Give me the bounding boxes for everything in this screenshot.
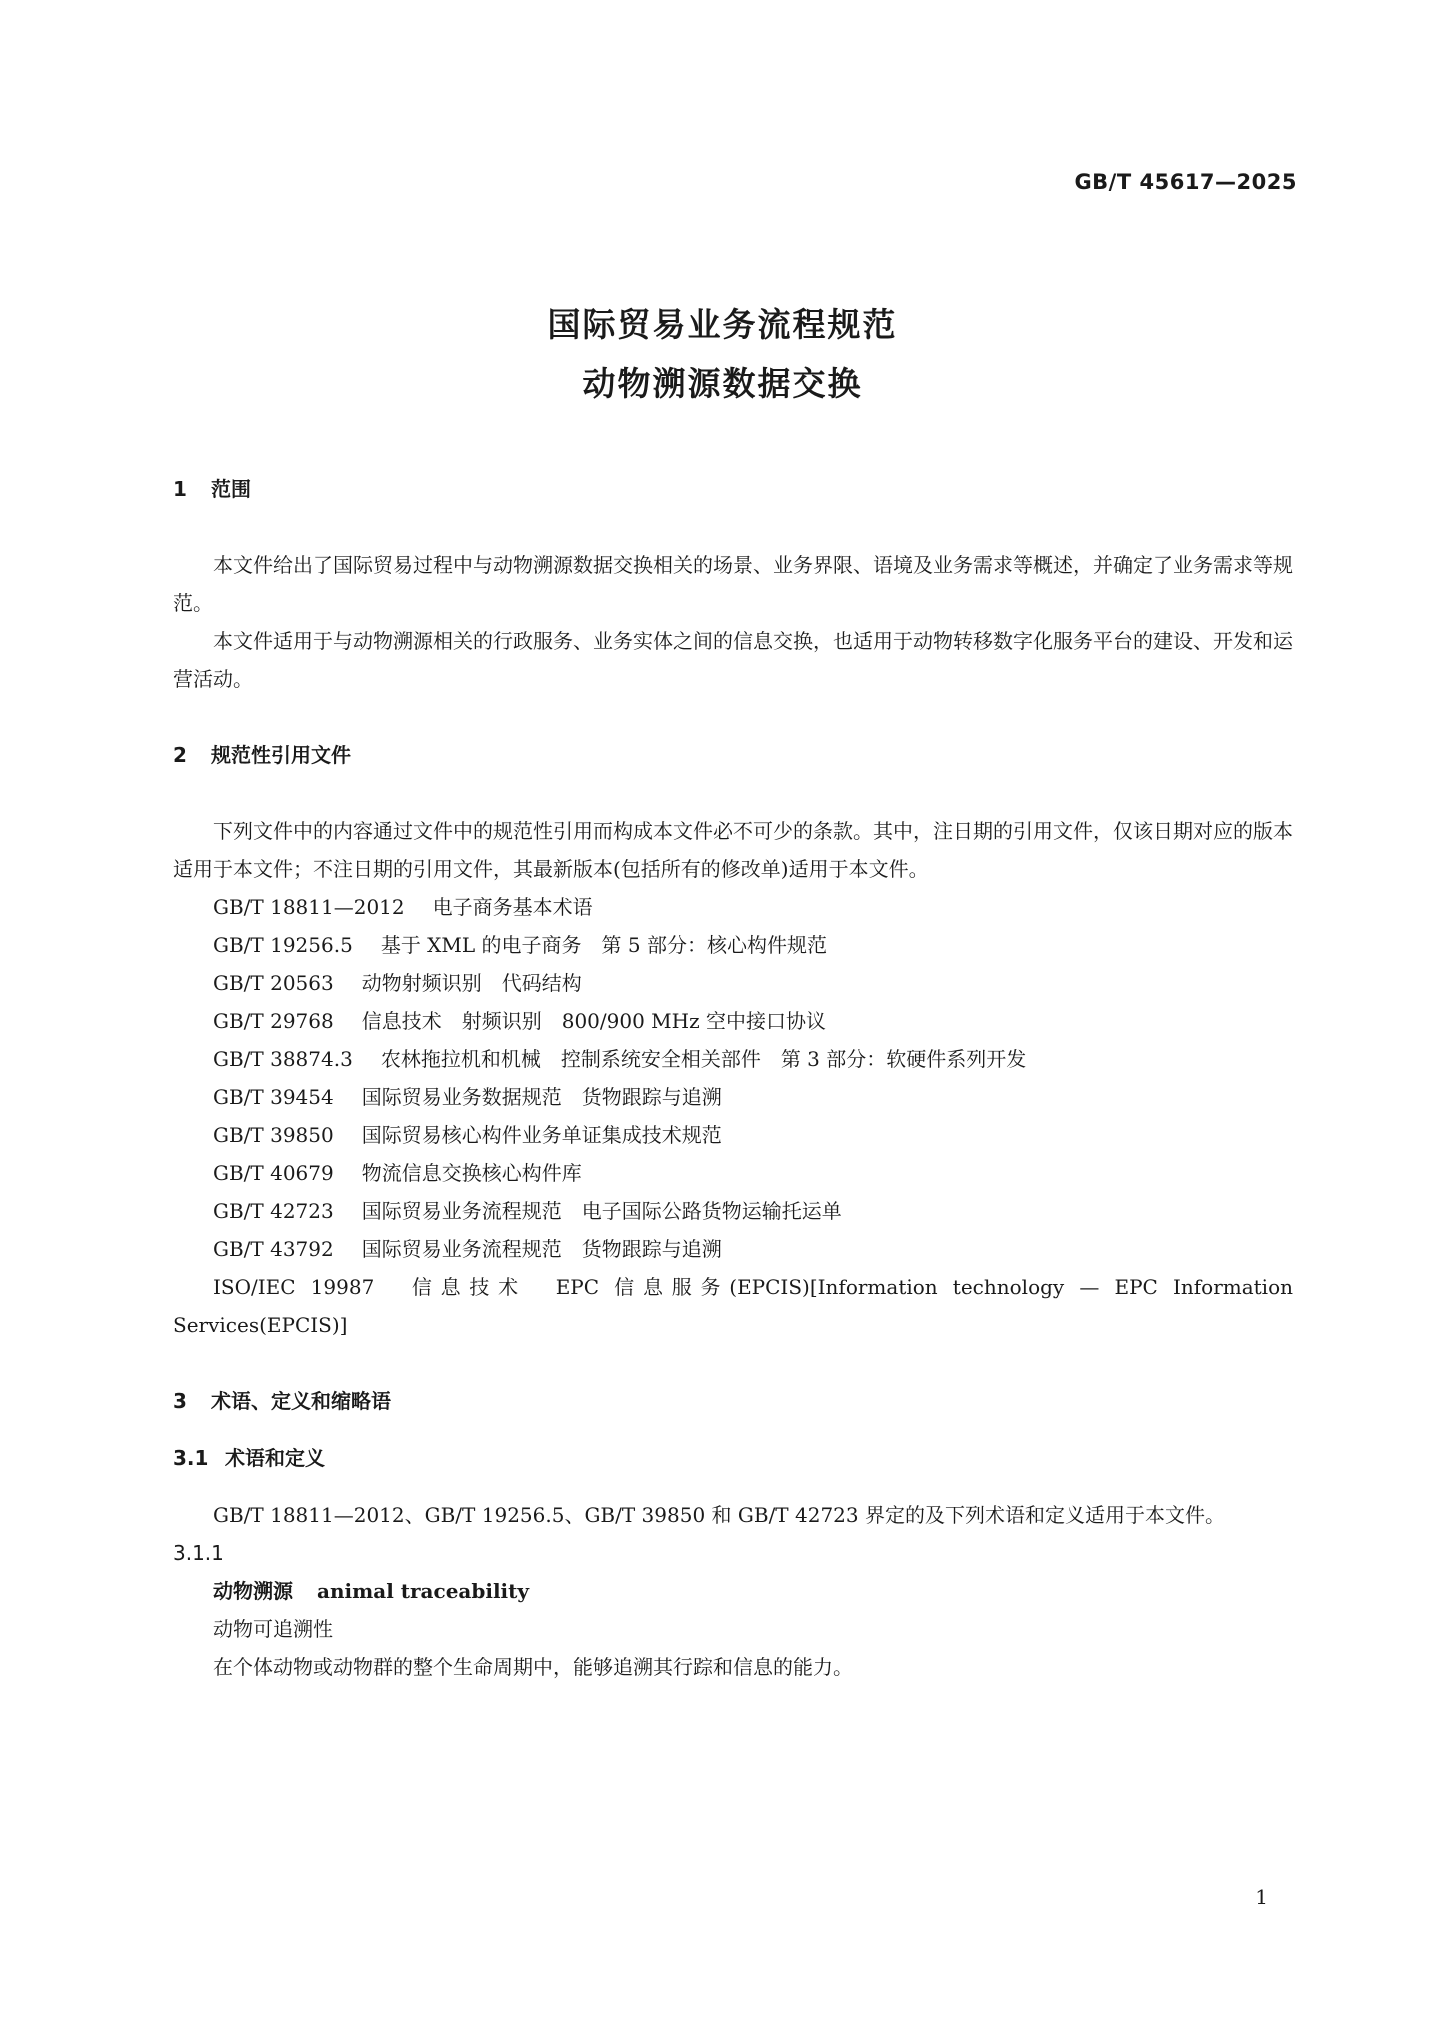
spacer <box>173 698 1293 736</box>
section-1-heading <box>173 470 1293 508</box>
reference-title: 基于 XML 的电子商务 第 5 部分：核心构件规范 <box>380 933 827 957</box>
reference-code: GB/T 19256.5 <box>213 933 353 957</box>
paragraph: 本文件适用于与动物溯源相关的行政服务、业务实体之间的信息交换，也适用于动物转移数字化服务平台的建设、开发和运营活动。 <box>173 629 1293 691</box>
reference-title: 国际贸易业务流程规范 货物跟踪与追溯 <box>361 1237 722 1261</box>
paragraph: 下列文件中的内容通过文件中的规范性引用而构成本文件必不可少的条款。其中，注日期的引用文件，仅该日期对应的版本适用于本文件；不注日期的引用文件，其最新版本(包括所有的修改单)适用于本文件。 <box>173 819 1293 881</box>
subsection-number: 3.1 <box>173 1446 209 1470</box>
subsection-title: 术语和定义 <box>225 1446 325 1470</box>
reference-title: 动物射频识别 代码结构 <box>361 971 582 995</box>
subsection-3-1-heading <box>173 1439 1293 1477</box>
paragraph: GB/T 18811—2012、GB/T 19256.5、GB/T 39850 和 GB/T 42723 界定的及下列术语和定义适用于本文件。 <box>213 1503 1225 1527</box>
section-title: 术语、定义和缩略语 <box>211 1389 391 1413</box>
standard-code: GB/T 45617—2025 <box>1074 170 1297 194</box>
title-line-1: 国际贸易业务流程规范 <box>547 305 898 344</box>
reference-code: GB/T 29768 <box>213 1009 334 1033</box>
term-alternative: 动物可追溯性 <box>213 1617 333 1641</box>
spacer <box>173 1344 1293 1382</box>
reference-item <box>173 1116 1293 1154</box>
reference-code: GB/T 43792 <box>213 1237 334 1261</box>
spacer <box>173 774 1293 812</box>
document-body <box>173 470 1293 1686</box>
reference-code: GB/T 39850 <box>213 1123 334 1147</box>
reference-item <box>173 926 1293 964</box>
section-number: 3 <box>173 1389 187 1413</box>
reference-code: GB/T 38874.3 <box>213 1047 353 1071</box>
spacer <box>173 508 1293 546</box>
spacer <box>173 1420 1293 1439</box>
reference-item <box>173 888 1293 926</box>
reference-code: GB/T 42723 <box>213 1199 334 1223</box>
reference-title: 国际贸易业务数据规范 货物跟踪与追溯 <box>361 1085 722 1109</box>
reference-item <box>173 1154 1293 1192</box>
term-zh: 动物溯源 <box>213 1579 293 1603</box>
title-line-2: 动物溯源数据交换 <box>582 364 863 403</box>
reference-item <box>173 1040 1293 1078</box>
term-en: animal traceability <box>317 1579 530 1603</box>
reference-code: GB/T 40679 <box>213 1161 334 1185</box>
term-number: 3.1.1 <box>173 1541 224 1565</box>
page-number: 1 <box>1255 1885 1268 1909</box>
reference-item <box>173 1230 1293 1268</box>
reference-item <box>173 1192 1293 1230</box>
section-3-heading <box>173 1382 1293 1420</box>
document-title <box>0 295 1445 413</box>
reference-code: GB/T 39454 <box>213 1085 334 1109</box>
reference-title: 信息技术 射频识别 800/900 MHz 空中接口协议 <box>361 1009 826 1033</box>
reference-title: 物流信息交换核心构件库 <box>361 1161 582 1185</box>
reference-code: GB/T 20563 <box>213 971 334 995</box>
section-title: 范围 <box>211 477 251 501</box>
reference-title: 电子商务基本术语 <box>432 895 593 919</box>
reference-item <box>173 1078 1293 1116</box>
reference-title: 国际贸易核心构件业务单证集成技术规范 <box>361 1123 722 1147</box>
paragraph: 本文件给出了国际贸易过程中与动物溯源数据交换相关的场景、业务界限、语境及业务需求等概述，并确定了业务需求等规范。 <box>173 553 1293 615</box>
reference-item <box>173 964 1293 1002</box>
reference-list <box>173 888 1293 1344</box>
section-number: 1 <box>173 477 187 501</box>
reference-title: 国际贸易业务流程规范 电子国际公路货物运输托运单 <box>361 1199 842 1223</box>
spacer <box>173 1477 1293 1496</box>
term-heading <box>173 1572 1293 1610</box>
reference-item <box>173 1002 1293 1040</box>
section-number: 2 <box>173 743 187 767</box>
reference-code: GB/T 18811—2012 <box>213 895 405 919</box>
section-2-heading <box>173 736 1293 774</box>
term-definition: 在个体动物或动物群的整个生命周期中，能够追溯其行踪和信息的能力。 <box>213 1655 853 1679</box>
reference-title: 农林拖拉机和机械 控制系统安全相关部件 第 3 部分：软硬件系列开发 <box>380 1047 1027 1071</box>
section-title: 规范性引用文件 <box>211 743 351 767</box>
reference-item-iso: ISO/IEC 19987 信息技术 EPC 信息服务(EPCIS)[Information technology — EPC Information Services(EPCIS)] <box>173 1275 1293 1337</box>
